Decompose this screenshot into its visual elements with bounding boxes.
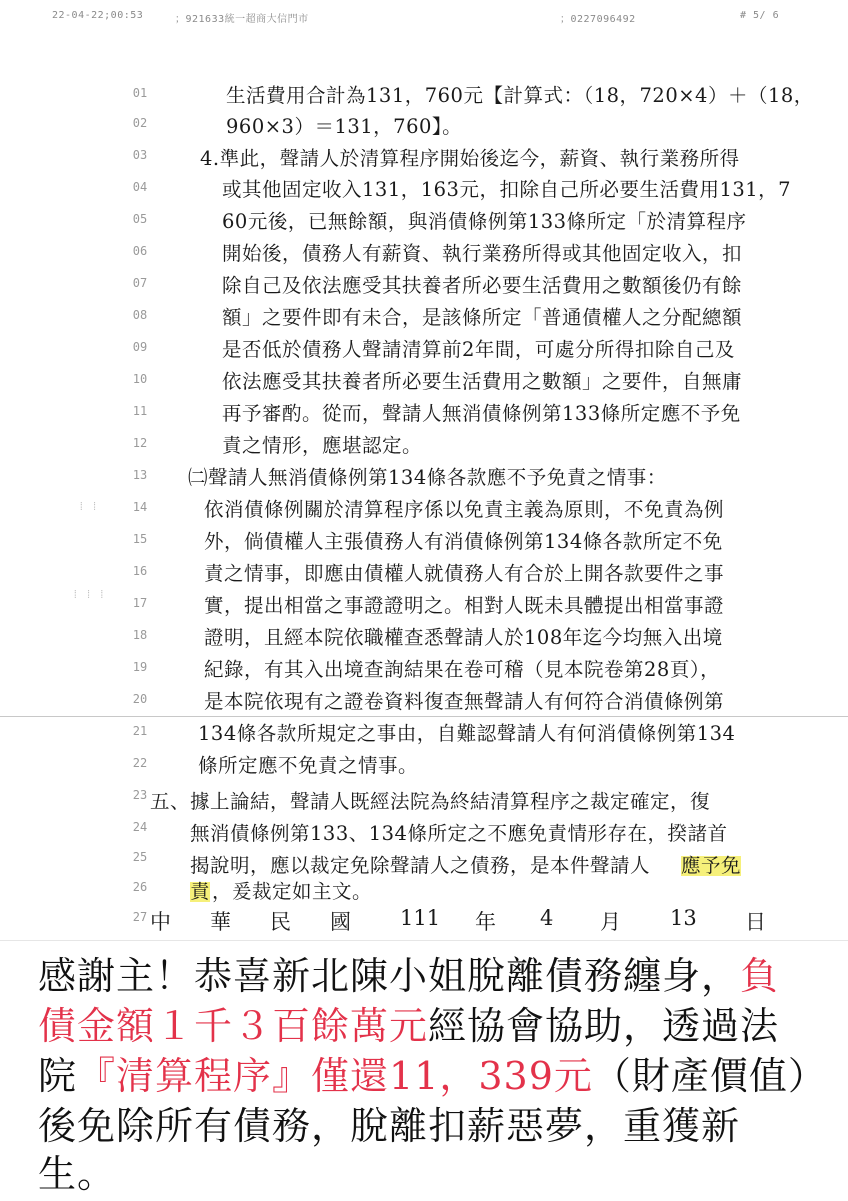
line-number: 07 [132, 276, 148, 290]
text-line: 4.準此，聲請人於清算程序開始後迄今，薪資、執行業務所得 [200, 147, 740, 170]
line-number: 09 [132, 340, 148, 354]
line-number: 27 [132, 910, 148, 924]
line-number: 15 [132, 532, 148, 546]
line-number: 14 [132, 500, 148, 514]
text-line: 再予審酌。從而，聲請人無消債條例第133條所定應不予免 [222, 402, 741, 425]
text-line: 責之情形，應堪認定。 [222, 434, 423, 457]
fax-number: ；0227096492 [560, 14, 636, 25]
text-line: 除自己及依法應受其扶養者所必要生活費用之數額後仍有餘 [222, 274, 743, 297]
text-line: 生活費用合計為131，760元【計算式：（18，720×4）＋（18， [226, 84, 814, 107]
line-number: 16 [132, 564, 148, 578]
line-number: 12 [132, 436, 148, 450]
line-number: 17 [132, 596, 148, 610]
text-line: 證明，且經本院依職權查悉聲請人於108年迄今均無入出境 [204, 626, 723, 649]
scan-artifact: ⁞ ⁞ [78, 500, 98, 513]
scan-line [0, 716, 848, 717]
note-text: 感謝主！恭喜新北陳小姐脫離債務纏身， [38, 954, 741, 998]
note-line [38, 1152, 117, 1196]
text-line: 揭說明，應以裁定免除聲請人之債務，是本件聲請人 [190, 854, 651, 877]
line-number: 11 [132, 404, 148, 418]
highlighted-text: 責 [190, 880, 211, 903]
note-text: 後免除所有債務，脫離扣薪惡夢，重獲新 [38, 1104, 741, 1148]
text-line: 依法應受其扶養者所必要生活費用之數額」之要件，自無庸 [222, 370, 743, 393]
line-number: 22 [132, 756, 148, 770]
section-heading: ㈡聲請人無消債條例第134條各款應不予免責之情事： [188, 466, 667, 489]
text-line: 無消債條例第133、134條所定之不應免責情形存在，揆諸首 [190, 822, 728, 845]
text-line: 依消債條例關於清算程序係以免責主義為原則，不免責為例 [204, 498, 725, 521]
date-char: 月 [600, 910, 621, 934]
text-line: 外，倘債權人主張債務人有消債條例第134條各款所定不免 [204, 530, 723, 553]
line-number: 08 [132, 308, 148, 322]
text-line: 開始後，債務人有薪資、執行業務所得或其他固定收入，扣 [222, 242, 743, 265]
note-text: 經協會協助，透過法 [428, 1004, 780, 1048]
date-char: 華 [210, 910, 231, 934]
fax-page-indicator: # 5/ 6 [740, 10, 780, 21]
text-line: 實，提出相當之事證證明之。相對人既未具體提出相當事證 [204, 594, 725, 617]
line-number: 26 [132, 880, 148, 894]
note-text: 生。 [38, 1152, 117, 1196]
text-line: 是否低於債務人聲請清算前2年間，可處分所得扣除自己及 [222, 338, 735, 361]
line-number: 23 [132, 788, 148, 802]
line-number: 25 [132, 850, 148, 864]
line-number: 20 [132, 692, 148, 706]
line-number: 05 [132, 212, 148, 226]
text-line: ，爰裁定如主文。 [212, 880, 373, 903]
section-heading: 五、據上論結，聲請人既經法院為終結清算程序之裁定確定，復 [150, 790, 711, 813]
note-highlight: 負 [740, 954, 780, 998]
text-line: 責之情事，即應由債權人就債務人有合於上開各款要件之事 [204, 562, 725, 585]
text-line: 60元後，已無餘額，與消債條例第133條所定「於清算程序 [222, 210, 747, 233]
text-line: 條所定應不免責之情事。 [198, 754, 419, 777]
note-line [38, 954, 780, 998]
text-line: 960×3）＝131，760】。 [226, 115, 463, 138]
line-number: 21 [132, 724, 148, 738]
line-number: 06 [132, 244, 148, 258]
note-highlight: 債金額１千３百餘萬元 [38, 1004, 429, 1048]
text-line: 134條各款所規定之事由，自難認聲請人有何消債條例第134 [198, 722, 736, 745]
date-char: 中 [150, 910, 171, 934]
testimonial-note [0, 940, 848, 1201]
note-line [38, 1004, 780, 1048]
line-number: 04 [132, 180, 148, 194]
date-month: 4 [540, 906, 554, 930]
note-highlight: 『清算程序』僅還11，339元 [77, 1054, 593, 1098]
note-line [38, 1054, 827, 1098]
date-char: 民 [270, 910, 291, 934]
date-char: 年 [475, 910, 496, 934]
note-text: 院 [38, 1054, 78, 1098]
note-text: （財產價值） [592, 1054, 827, 1098]
line-number: 24 [132, 820, 148, 834]
line-number: 13 [132, 468, 148, 482]
date-char: 國 [330, 910, 351, 934]
line-number: 18 [132, 628, 148, 642]
scan-artifact: ⁞ ⁞ ⁞ [72, 588, 106, 601]
line-number: 10 [132, 372, 148, 386]
highlighted-text: 應予免 [681, 854, 742, 877]
date-year: 111 [400, 906, 441, 930]
date-char: 日 [745, 910, 766, 934]
fax-timestamp: 22-04-22;00:53 [52, 10, 144, 21]
fax-sender: ；921633統一超商大信門市 [175, 14, 309, 25]
text-line: 或其他固定收入131，163元，扣除自己所必要生活費用131，7 [222, 178, 792, 201]
line-number: 03 [132, 148, 148, 162]
line-number: 02 [132, 116, 148, 130]
text-line: 額」之要件即有未合，是該條所定「普通債權人之分配總額 [222, 306, 743, 329]
line-number: 01 [132, 86, 148, 100]
text-line: 紀錄，有其入出境查詢結果在卷可稽（見本院卷第28頁）， [204, 658, 721, 681]
line-number: 19 [132, 660, 148, 674]
text-line: 是本院依現有之證卷資料復查無聲請人有何符合消債條例第 [204, 690, 725, 713]
date-day: 13 [670, 906, 697, 930]
note-line [38, 1104, 741, 1148]
